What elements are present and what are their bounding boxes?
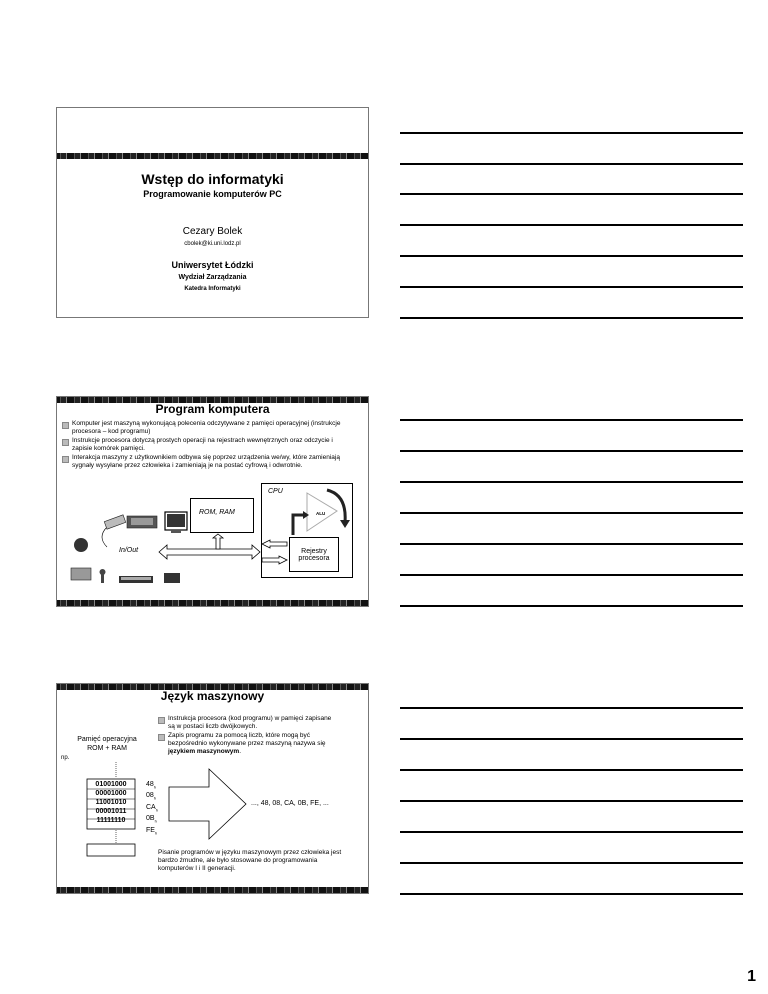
- diagram-arrows: [57, 397, 369, 607]
- list-item: Interakcja maszyny z użytkownikiem odbywa się poprzez urządzenia we/wy, które zamieniają sygnały wysyłane przez człowieka i zamieniają je na postać cyfrową i odwrotnie.: [62, 454, 342, 470]
- university-name: Uniwersytet Łódzki: [171, 260, 254, 270]
- slide-title: [56, 107, 369, 318]
- binary-value: 00001000: [95, 790, 127, 797]
- note-line: [400, 605, 743, 607]
- decorative-band: [57, 153, 368, 159]
- decorative-band: [57, 887, 368, 893]
- hex-value: FE: [146, 826, 155, 834]
- hex-value: 0B: [146, 815, 155, 823]
- decorative-band: [57, 600, 368, 606]
- slide-heading: Program komputera: [155, 402, 270, 416]
- slide-program: [56, 396, 369, 607]
- alu-label: ALU: [316, 511, 326, 516]
- binary-value: 01001000: [95, 781, 127, 788]
- note-line: [400, 419, 743, 421]
- binary-value: 11111110: [96, 817, 126, 824]
- slide-heading: Język maszynowy: [160, 689, 265, 703]
- rom-ram-box: ROM, RAM: [190, 498, 254, 533]
- binary-value: 11001010: [95, 799, 127, 806]
- list-item: Zapis programu za pomocą liczb, które mogą być bezpośrednio wykonywane przez maszyną nazywa się językiem maszynowym.: [158, 732, 333, 756]
- example-label: np.: [61, 755, 70, 761]
- hex-value: CA: [146, 803, 156, 811]
- note-line: [400, 450, 743, 452]
- binary-value: 00001011: [95, 808, 127, 815]
- note-line: [400, 574, 743, 576]
- note-line: [400, 862, 743, 864]
- slide-subtitle: Programowanie komputerów PC: [143, 189, 282, 199]
- list-item: Komputer jest maszyną wykonującą polecenia odczytywane z pamięci operacyjnej (instrukcje procesora – kod programu): [62, 420, 342, 436]
- inout-label: In/Out: [119, 547, 139, 554]
- slide-title-heading: Wstęp do informatyki: [141, 171, 284, 187]
- note-line: [400, 543, 743, 545]
- registers-box: Rejestry procesora: [289, 537, 339, 572]
- slide-machine-language: [56, 683, 369, 894]
- faculty-name: Wydział Zarządzania: [178, 274, 247, 281]
- note-line: [400, 193, 743, 195]
- list-item: Instrukcje procesora dotyczą prostych operacji na rejestrach wewnętrznych oraz odczycie i zapisie komórek pamięci.: [62, 437, 342, 453]
- author-email: cbolek@ki.uni.lodz.pl: [184, 241, 241, 247]
- memory-label: Pamięć operacyjna ROM + RAM: [77, 736, 137, 752]
- note-line: [400, 769, 743, 771]
- byte-sequence: ..., 48, 08, CA, 0B, FE, ...: [251, 800, 329, 807]
- note-line: [400, 707, 743, 709]
- note-line: [400, 255, 743, 257]
- hex-value: 08: [146, 792, 154, 800]
- note-line: [400, 738, 743, 740]
- note-line: [400, 512, 743, 514]
- note-line: [400, 224, 743, 226]
- department-name: Katedra Informatyki: [184, 286, 241, 292]
- note-line: [400, 163, 743, 165]
- note-line: [400, 132, 743, 134]
- list-item: Instrukcja procesora (kod programu) w pamięci zapisane są w postaci liczb dwójkowych.: [158, 715, 333, 731]
- cpu-label: CPU: [268, 488, 283, 495]
- note-line: [400, 800, 743, 802]
- author-name: Cezary Bolek: [182, 226, 243, 237]
- note-line: [400, 317, 743, 319]
- note-line: [400, 831, 743, 833]
- binary-values: [87, 780, 135, 825]
- hex-values: $48_h$ $08_h$ $CA_h$ $0B_h$ $FE_h$: [146, 781, 158, 835]
- note-line: [400, 893, 743, 895]
- note-line: [400, 481, 743, 483]
- note-line: [400, 286, 743, 288]
- footer-note: Pisanie programów w języku maszynowym przez człowieka jest bardzo żmudne, ale było stosowane do programowania komputerów I i II generacji.: [158, 849, 342, 872]
- page-number: 1: [747, 968, 756, 985]
- hex-value: 48: [146, 781, 154, 788]
